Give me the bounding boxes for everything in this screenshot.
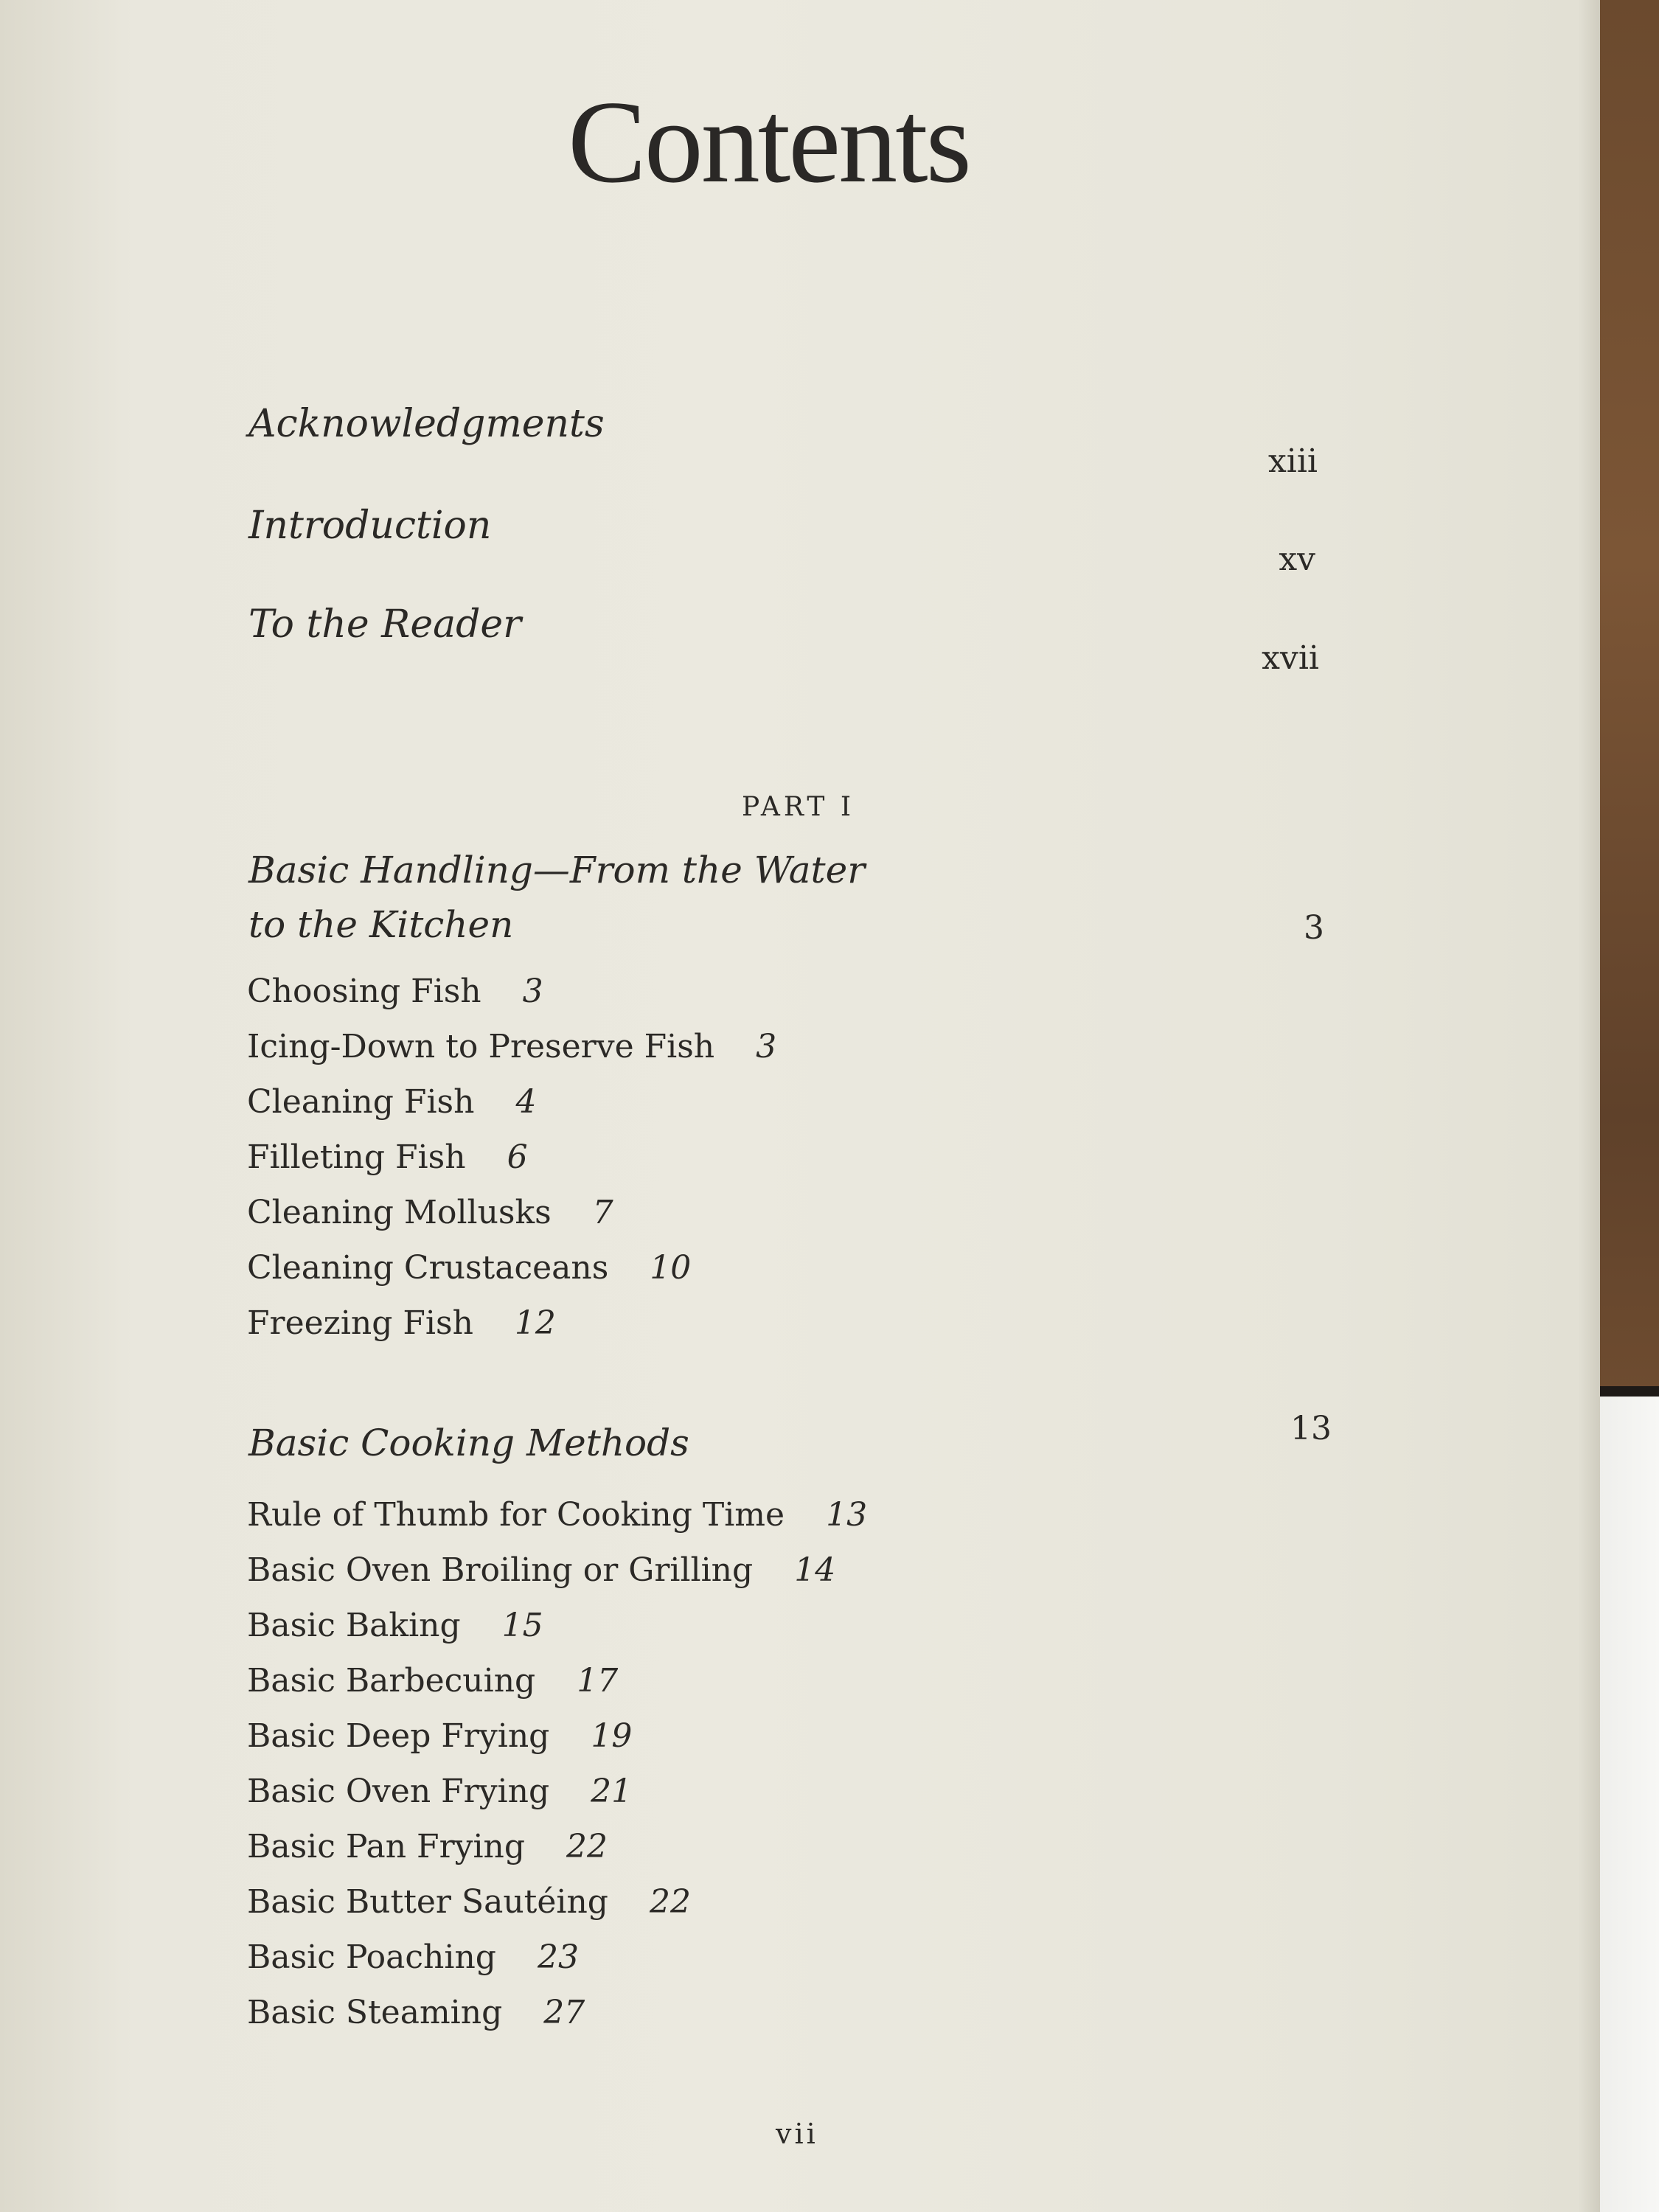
page-edge [1578, 0, 1600, 2212]
toc-entry-label: Acknowledgments [248, 402, 605, 446]
list-item: Basic Oven Broiling or Grilling 14 [247, 1551, 836, 1589]
list-item: Basic Pan Frying 22 [247, 1828, 608, 1865]
list-item: Filleting Fish 6 [247, 1138, 528, 1176]
list-item: Basic Deep Frying 19 [247, 1717, 633, 1755]
wooden-surface [1600, 0, 1659, 1394]
section-item-list [247, 964, 776, 1351]
list-item: Basic Oven Frying 21 [247, 1773, 633, 1810]
list-item: Icing-Down to Preserve Fish 3 [247, 1028, 777, 1065]
page-number: vii [776, 2118, 818, 2150]
toc-entry-page: xv [1279, 540, 1315, 578]
white-background [1600, 1397, 1659, 2212]
section-title-basic-handling [248, 843, 865, 952]
list-item: Rule of Thumb for Cooking Time 13 [247, 1496, 868, 1534]
section-page-number: 13 [1290, 1410, 1332, 1447]
toc-entry-to-the-reader [248, 602, 1325, 677]
toc-entry-label: To the Reader [248, 602, 522, 647]
list-item: Basic Steaming 27 [247, 1994, 585, 2031]
part-label: PART I [742, 792, 855, 822]
page-title: Contents [568, 76, 970, 207]
section-title-line: Basic Cooking Methods [248, 1422, 689, 1464]
list-item: Choosing Fish 3 [247, 973, 543, 1010]
section-title-line: to the Kitchen [248, 903, 514, 946]
toc-entry-label: Introduction [248, 504, 492, 548]
toc-entry-acknowledgments [248, 402, 1325, 480]
list-item: Basic Barbecuing 17 [247, 1662, 619, 1700]
list-item: Basic Butter Sautéing 22 [247, 1883, 691, 1921]
toc-entry-page: xvii [1262, 639, 1319, 677]
toc-entry-introduction [248, 504, 1325, 578]
section-title-line: Basic Handling—From the Water [248, 849, 866, 891]
section-item-list [247, 1487, 867, 2040]
list-item: Cleaning Fish 4 [247, 1083, 537, 1121]
list-item: Cleaning Mollusks 7 [247, 1194, 613, 1231]
section-title-basic-cooking-methods [248, 1416, 689, 1470]
list-item: Cleaning Crustaceans 10 [247, 1249, 692, 1287]
section-page-number: 3 [1304, 909, 1324, 947]
table-edge-shadow [1600, 1386, 1659, 1397]
list-item: Freezing Fish 12 [247, 1304, 556, 1342]
list-item: Basic Poaching 23 [247, 1938, 579, 1976]
list-item: Basic Baking 15 [247, 1607, 543, 1644]
toc-entry-page: xiii [1267, 442, 1318, 480]
